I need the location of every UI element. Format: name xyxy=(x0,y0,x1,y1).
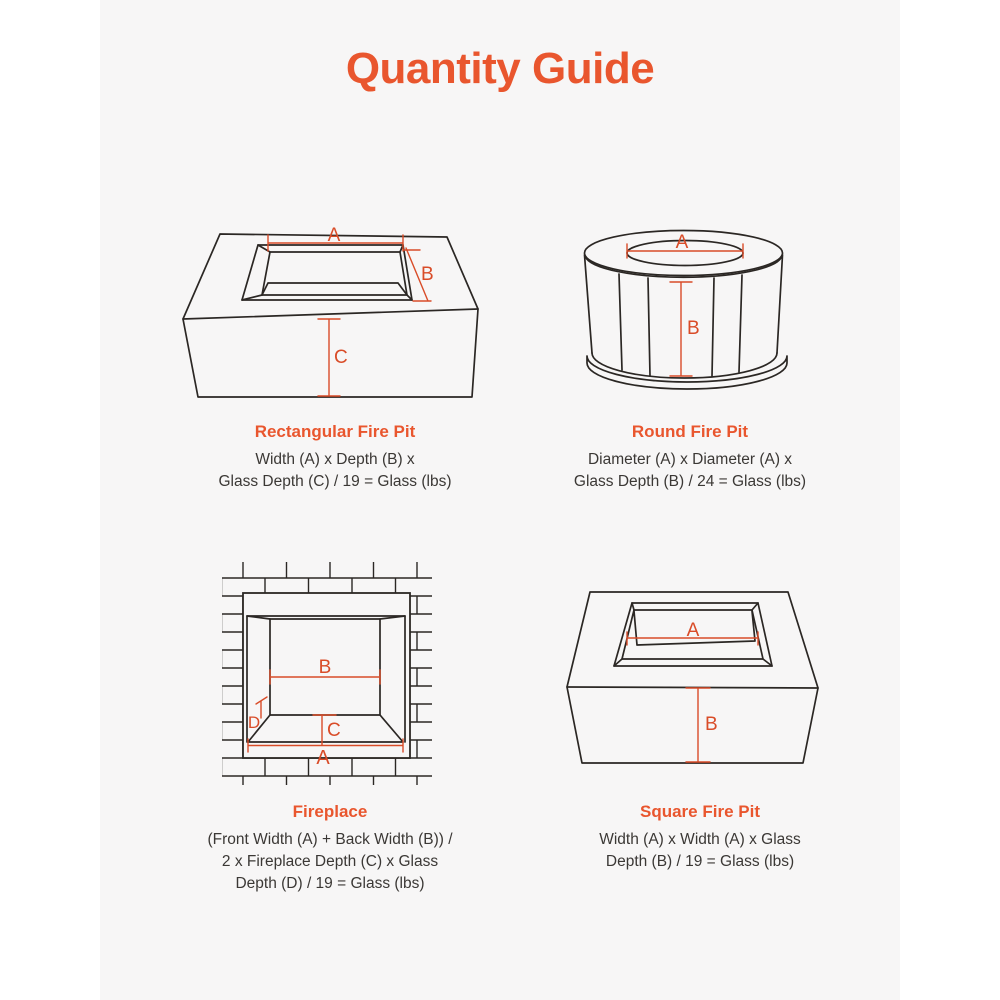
dim-label-c: C xyxy=(334,347,348,368)
section-formula xyxy=(490,449,890,493)
formula-line: (Front Width (A) + Back Width (B)) / xyxy=(207,831,453,848)
dim-label-a: A xyxy=(686,620,700,641)
dim-label-b: B xyxy=(421,264,434,285)
dim-label-d: D xyxy=(247,713,261,732)
square-fire-pit-diagram xyxy=(500,550,900,790)
section-rectangular-fire-pit xyxy=(135,210,535,493)
formula-line: Depth (B) / 19 = Glass (lbs) xyxy=(605,853,795,870)
section-formula xyxy=(135,449,535,493)
rect-pit-outline xyxy=(183,234,478,397)
dim-label-b: B xyxy=(318,657,332,678)
page-title: Quantity Guide xyxy=(345,44,655,93)
section-title: Rectangular Fire Pit xyxy=(254,422,416,441)
fireplace-diagram xyxy=(130,550,530,790)
rectangular-fire-pit-diagram xyxy=(135,210,535,410)
round-pit-dimension-lines xyxy=(627,244,743,376)
square-pit-outline xyxy=(567,592,818,763)
rectangular-fire-pit-drawing xyxy=(170,210,500,410)
section-square-fire-pit xyxy=(500,550,900,873)
formula-line: Glass Depth (B) / 24 = Glass (lbs) xyxy=(573,473,807,490)
formula-line: Width (A) x Width (A) x Glass xyxy=(599,831,801,848)
formula-line: Diameter (A) x Diameter (A) x xyxy=(587,451,793,468)
fireplace-drawing xyxy=(210,550,450,790)
formula-line: Depth (D) / 19 = Glass (lbs) xyxy=(235,875,425,892)
dim-label-b: B xyxy=(687,318,700,339)
section-title: Fireplace xyxy=(292,802,368,821)
round-fire-pit-drawing xyxy=(565,220,815,410)
formula-line: Width (A) x Depth (B) x xyxy=(255,451,415,468)
dim-label-c: C xyxy=(327,720,341,741)
dim-label-b: B xyxy=(705,714,718,735)
section-formula xyxy=(500,829,900,873)
section-title: Round Fire Pit xyxy=(631,422,749,441)
square-pit-dimension-lines xyxy=(627,632,758,762)
round-fire-pit-diagram xyxy=(490,210,890,410)
dim-label-a: A xyxy=(675,232,689,253)
dim-label-a: A xyxy=(316,747,330,769)
section-formula xyxy=(130,829,530,895)
formula-line: Glass Depth (C) / 19 = Glass (lbs) xyxy=(218,473,452,490)
dim-label-a: A xyxy=(327,225,341,246)
square-fire-pit-drawing xyxy=(555,570,845,790)
round-pit-outline xyxy=(585,231,788,390)
section-fireplace xyxy=(130,550,530,895)
section-title: Square Fire Pit xyxy=(640,802,760,821)
section-round-fire-pit xyxy=(490,210,890,493)
formula-line: 2 x Fireplace Depth (C) x Glass xyxy=(221,853,439,870)
